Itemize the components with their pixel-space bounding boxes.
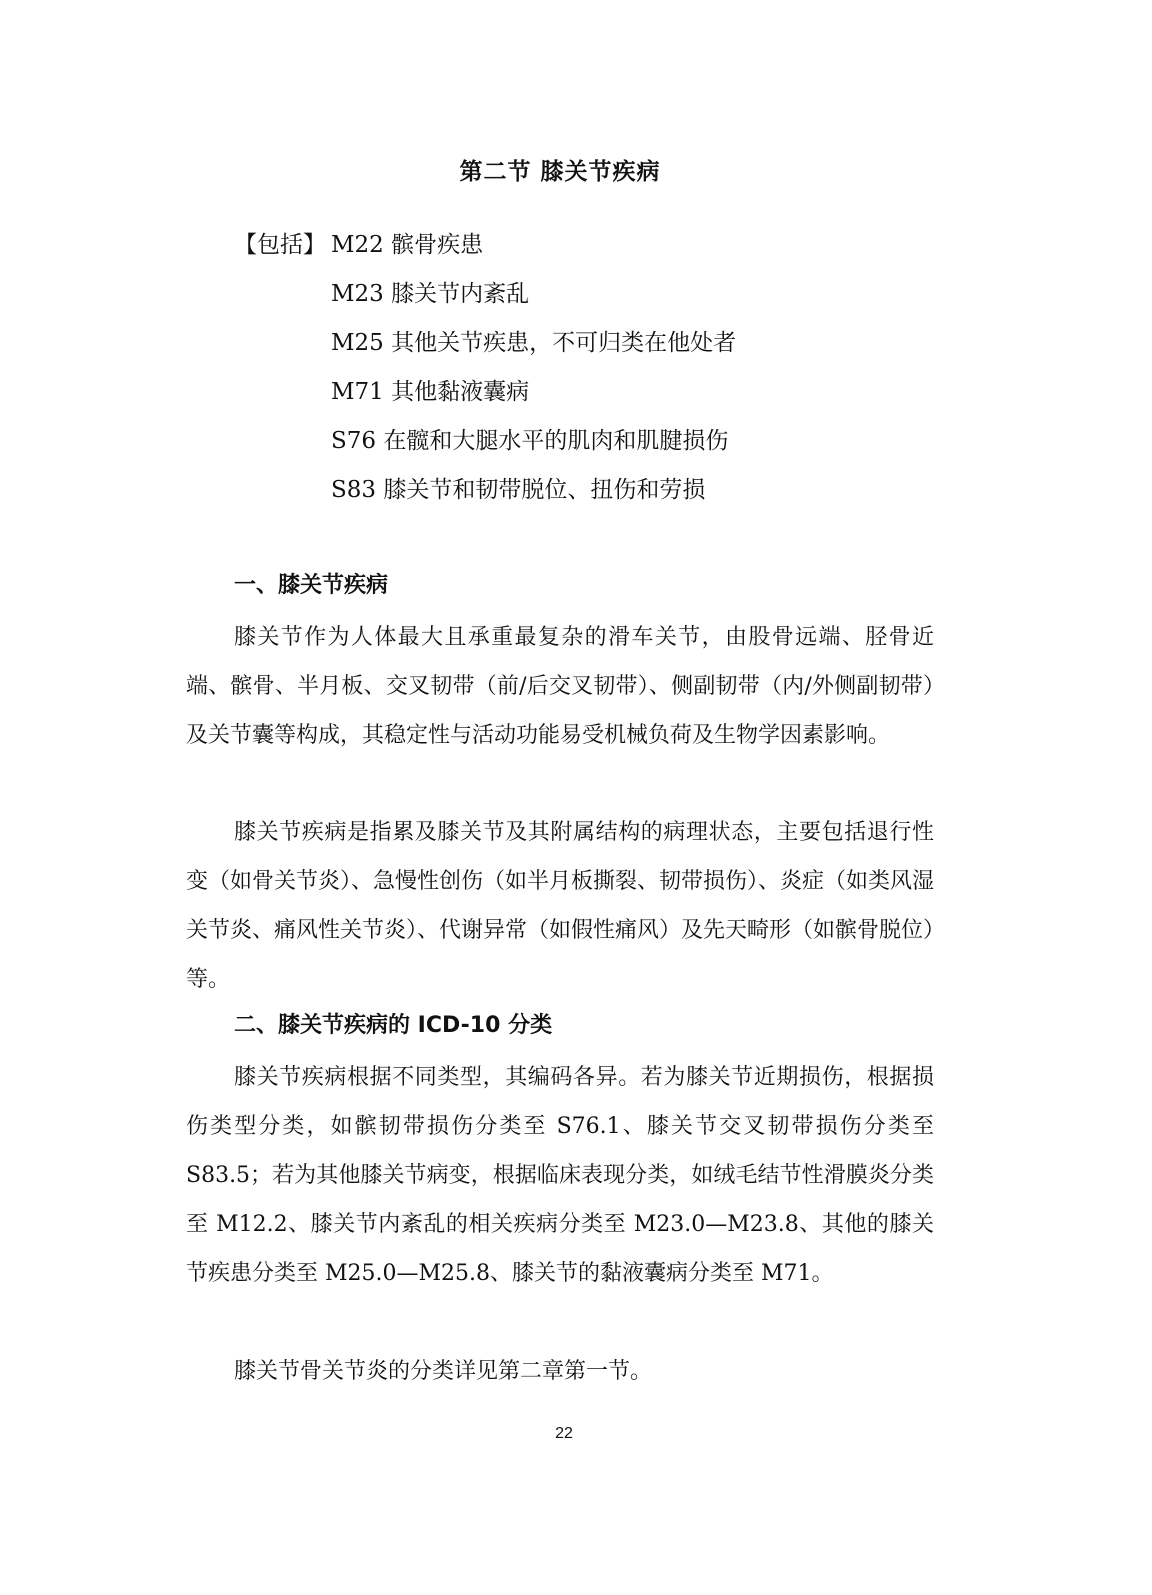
section-title: 第二节 膝关节疾病 [459, 159, 661, 185]
heading-knee-disease: 一、膝关节疾病 [234, 573, 389, 598]
includes-item-text: M71 其他黏液囊病 [331, 379, 530, 405]
includes-item-text: S83 膝关节和韧带脱位、扭伤和劳损 [331, 477, 706, 503]
includes-item-text: M22 髌骨疾患 [331, 232, 484, 258]
includes-item-text: M25 其他关节疾患，不可归类在他处者 [331, 330, 737, 356]
paragraph: 膝关节疾病根据不同类型，其编码各异。若为膝关节近期损伤，根据损伤类型分类，如髌韧带损伤分类至 S76.1、膝关节交叉韧带损伤分类至 S83.5；若为其他膝关节病变，根据临床表现分类，如绒毛结节性滑膜炎分类至 M12.2、膝关节内紊乱的相关疾病分类至 M23.0—M23.8、其他的膝关节疾患分类至 M25.0—M25.8、膝关节的黏液囊病分类至 M71。 [186, 1065, 934, 1286]
includes-item [234, 420, 954, 469]
includes-item [234, 273, 954, 322]
includes-item-text: M23 膝关节内紊乱 [331, 281, 530, 307]
includes-item-text: S76 在髋和大腿水平的肌肉和肌腱损伤 [331, 428, 729, 454]
includes-item [234, 371, 954, 420]
includes-item [234, 322, 954, 371]
paragraph: 膝关节骨关节炎的分类详见第二章第一节。 [234, 1359, 653, 1384]
paragraph: 膝关节作为人体最大且承重最复杂的滑车关节，由股骨远端、胫骨近端、髌骨、半月板、交叉韧带（前/后交叉韧带）、侧副韧带（内/外侧副韧带）及关节囊等构成，其稳定性与活动功能易受机械负荷及生物学因素影响。 [186, 625, 934, 748]
includes-list [234, 224, 954, 518]
includes-item [234, 224, 954, 273]
paragraph: 膝关节疾病是指累及膝关节及其附属结构的病理状态，主要包括退行性变（如骨关节炎）、急慢性创伤（如半月板撕裂、韧带损伤）、炎症（如类风湿关节炎、痛风性关节炎）、代谢异常（如假性痛风）及先天畸形（如髌骨脱位）等。 [186, 820, 935, 992]
heading-icd-classification: 二、膝关节疾病的 ICD-10 分类 [234, 1013, 553, 1038]
includes-label: 【包括】 [234, 232, 326, 258]
page-number: 22 [555, 1425, 573, 1442]
includes-item [234, 469, 954, 518]
